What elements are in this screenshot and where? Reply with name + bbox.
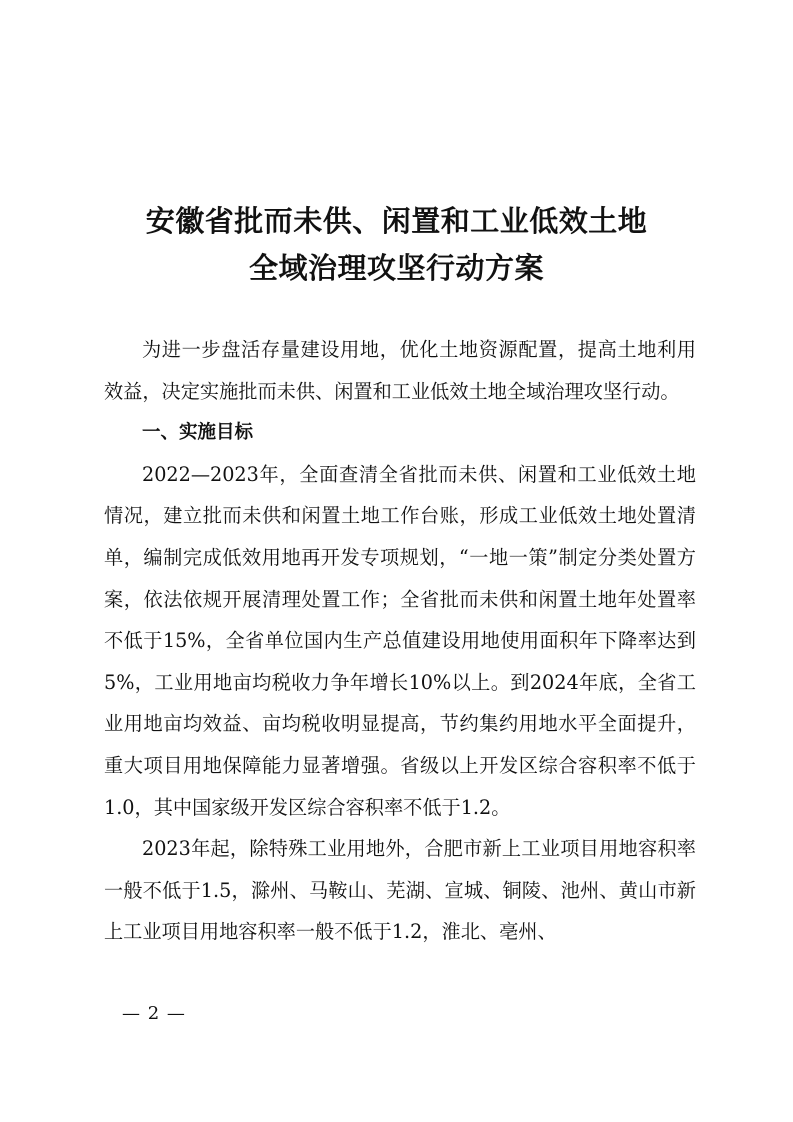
document-title-line-2: 全域治理攻坚行动方案 [248, 251, 544, 285]
body-paragraph-1: 2022—2023年，全面查清全省批而未供、闲置和工业低效土地情况，建立批而未供和闲置土地工作台账，形成工业低效土地处置清单，编制完成低效用地再开发专项规划，“一地一策”制定分类处置方案，依法依规开展清理处置工作；全省批而未供和闲置土地年处置率不低于15%，全省单位国内生产总值建设用地使用面积年下降率达到5%，工业用地亩均税收力争年增长10%以上。到2024年底，全省工业用地亩均效益、亩均税收明显提高，节约集约用地水平全面提升，重大项目用地保障能力显著增强。省级以上开发区综合容积率不低于1.0，其中国家级开发区综合容积率不低于1.2。 [104, 462, 696, 819]
body-paragraph-2: 2023年起，除特殊工业用地外，合肥市新上工业项目用地容积率一般不低于1.5，滁州、马鞍山、芜湖、宣城、铜陵、池州、黄山市新上工业项目用地容积率一般不低于1.2，淮北、亳州、 [104, 837, 696, 944]
intro-paragraph: 为进一步盘活存量建设用地，优化土地资源配置，提高土地利用效益，决定实施批而未供、闲置和工业低效土地全域治理攻坚行动。 [104, 338, 696, 403]
section-heading: 一、实施目标 [142, 422, 254, 444]
page-number: — 2 — [122, 1003, 186, 1024]
document-body [104, 329, 696, 953]
document-title-line-1: 安徽省批而未供、闲置和工业低效土地 [145, 204, 648, 238]
